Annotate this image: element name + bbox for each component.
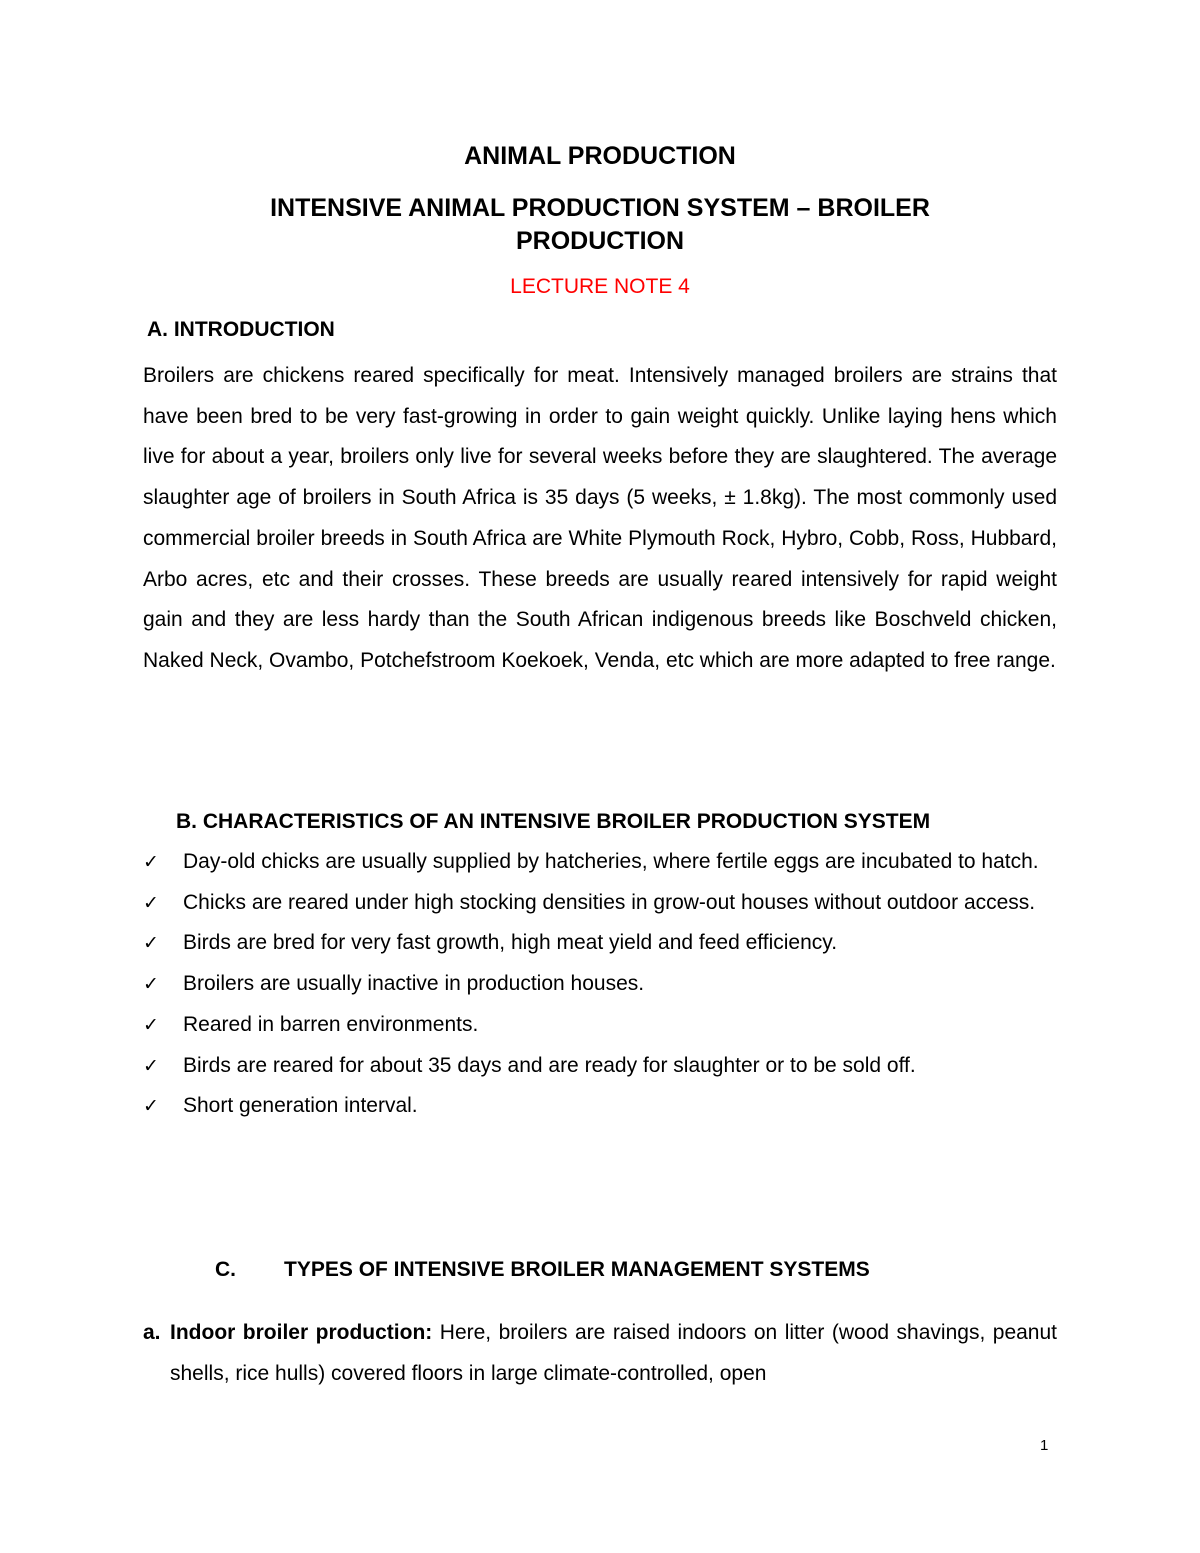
checkmark-icon: ✓: [143, 1013, 159, 1036]
section-b-heading: B. CHARACTERISTICS OF AN INTENSIVE BROILER PRODUCTION SYSTEM: [176, 810, 931, 833]
list-item: [143, 1086, 1057, 1127]
section-c-letter: C.: [215, 1258, 236, 1281]
page-number: 1: [1040, 1437, 1049, 1454]
section-a-heading: A. INTRODUCTION: [147, 318, 335, 341]
introduction-paragraph: Broilers are chickens reared specifically for meat. Intensively managed broilers are strains that have been bred to be very fast-growing in order to gain weight quickly. Unlike laying hens which live for about a year, broilers only live for several weeks before they are slaughtered. The average slaughter age of broilers in South Africa is 35 days (5 weeks, ± 1.8kg). The most commonly used commercial broiler breeds in South Africa are White Plymouth Rock, Hybro, Cobb, Ross, Hubbard, Arbo acres, etc and their crosses. These breeds are usually reared intensively for rapid weight gain and they are less hardy than the South African indigenous breeds like Boschveld chicken, Naked Neck, Ovambo, Potchefstroom Koekoek, Venda, etc which are more adapted to free range.: [143, 364, 1057, 672]
list-item: [143, 964, 1057, 1005]
document-title: ANIMAL PRODUCTION: [464, 142, 736, 170]
list-item-text: Birds are reared for about 35 days and are ready for slaughter or to be sold off.: [183, 1053, 916, 1077]
list-item-text: Broilers are usually inactive in production houses.: [183, 972, 645, 996]
list-item-text: Short generation interval.: [183, 1094, 418, 1118]
characteristics-list: [143, 842, 1057, 1127]
item-marker: a.: [143, 1321, 161, 1344]
lecture-label: LECTURE NOTE 4: [510, 275, 690, 298]
list-item-text: Day-old chicks are usually supplied by hatcheries, where fertile eggs are incubated to hatch.: [183, 850, 1039, 873]
list-item: [143, 1005, 1057, 1046]
list-item: [143, 923, 1057, 964]
list-item: [143, 883, 1057, 924]
checkmark-icon: ✓: [143, 891, 159, 914]
list-item-text: Chicks are reared under high stocking densities in grow-out houses without outdoor access.: [183, 890, 1036, 914]
management-system-item: [143, 1313, 1057, 1394]
section-c-title: TYPES OF INTENSIVE BROILER MANAGEMENT SYSTEMS: [284, 1258, 870, 1281]
list-item: [143, 1046, 1057, 1087]
checkmark-icon: ✓: [143, 932, 159, 955]
list-item: [143, 842, 1057, 883]
checkmark-icon: ✓: [143, 1095, 159, 1118]
section-c-heading: [215, 1256, 870, 1284]
checkmark-icon: ✓: [143, 973, 159, 996]
checkmark-icon: ✓: [143, 1054, 159, 1077]
list-item-text: Birds are bred for very fast growth, high meat yield and feed efficiency.: [183, 931, 838, 955]
document-subtitle: INTENSIVE ANIMAL PRODUCTION SYSTEM – BROILER PRODUCTION: [270, 194, 930, 255]
list-item-text: Reared in barren environments.: [183, 1012, 479, 1036]
item-term: Indoor broiler production:: [170, 1321, 433, 1344]
item-text: Here, broilers are raised indoors on litter (wood shavings, peanut shells, rice hulls) covered floors in large climate-controlled, open: [170, 1321, 1057, 1385]
checkmark-icon: ✓: [143, 851, 159, 873]
